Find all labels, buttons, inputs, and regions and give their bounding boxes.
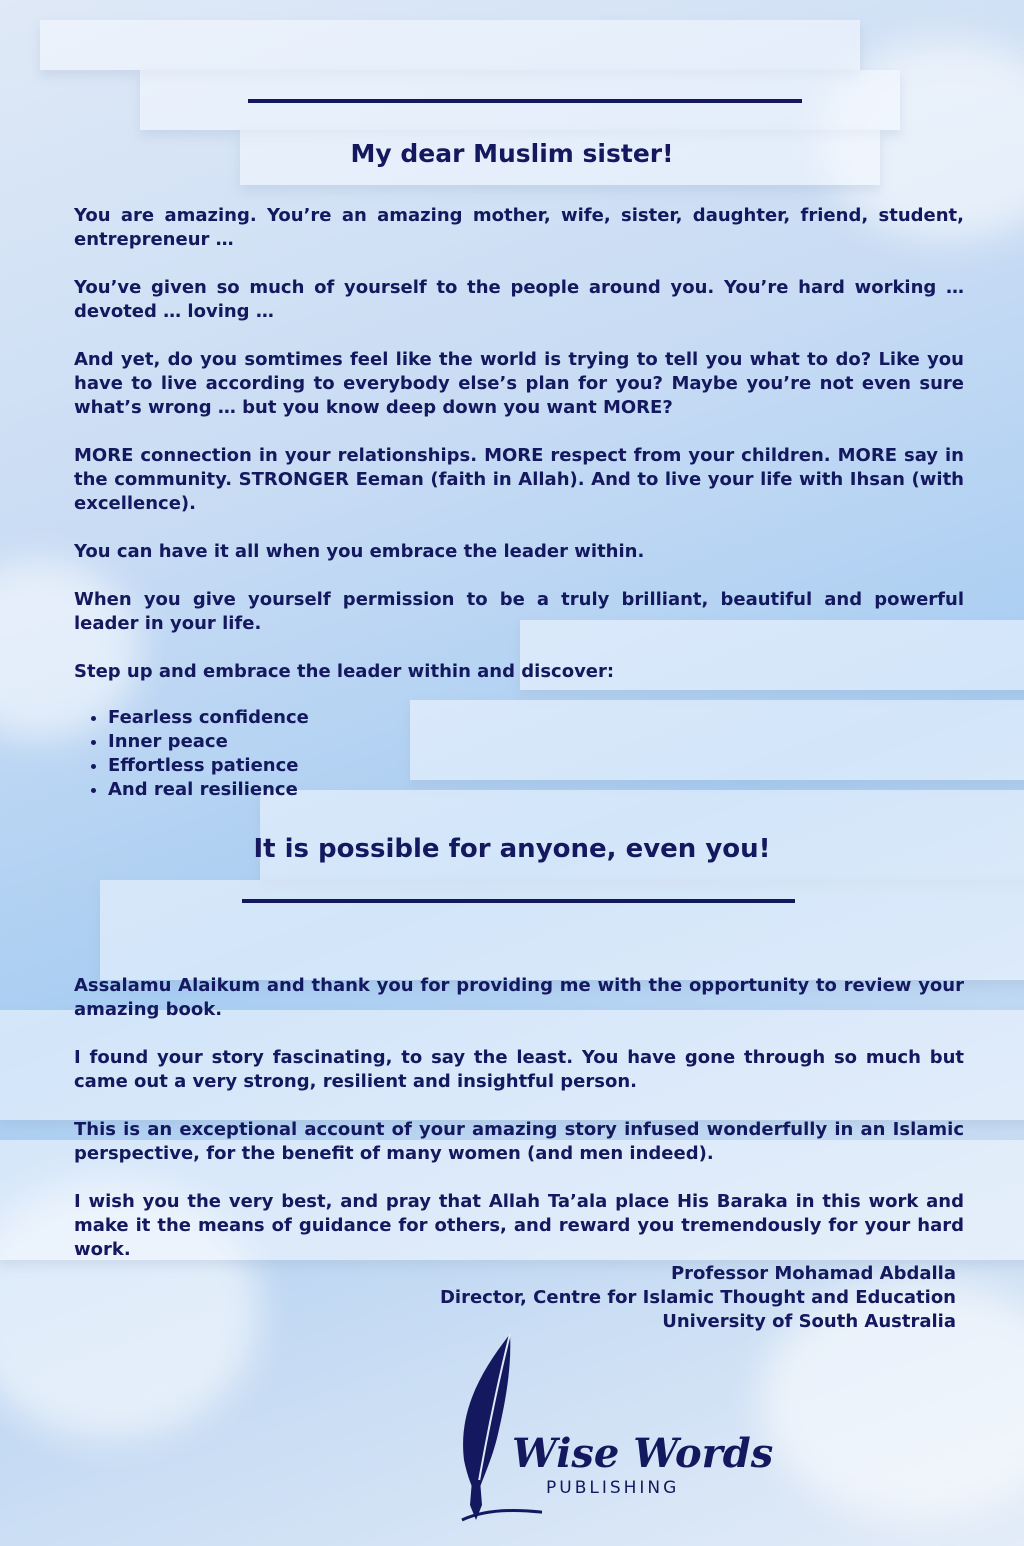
- stair-step: [410, 700, 1024, 780]
- closing-statement: It is possible for anyone, even you!: [253, 834, 771, 864]
- list-item: • Fearless confidence: [108, 706, 309, 730]
- reviewer-role: Director, Centre for Islamic Thought and Education: [439, 1287, 956, 1308]
- letter-paragraph: You’ve given so much of yourself to the people around you. You’re hard working … devoted … loving …: [74, 277, 964, 322]
- signature-block: [440, 1262, 956, 1334]
- stair-step: [100, 880, 1024, 980]
- list-item: • And real resilience: [108, 778, 309, 802]
- publisher-logo: [452, 1330, 774, 1530]
- review-paragraph: I wish you the very best, and pray that Allah Ta’ala place His Baraka in this work and make it the means of guidance for others, and reward you tremendously for your hard work.: [74, 1191, 964, 1260]
- review-paragraph: I found your story fascinating, to say the least. You have gone through so much but came out a very strong, resilient and insightful person.: [74, 1047, 964, 1092]
- stair-step: [40, 20, 860, 70]
- bottom-divider: [242, 899, 795, 903]
- letter-paragraph: And yet, do you somtimes feel like the world is trying to tell you what to do? Like you have to live according to everybody else’s plan for you? Maybe you’re not even sure what’s wrong … but you know deep down you want MORE?: [74, 349, 964, 418]
- logo-subtitle: PUBLISHING: [546, 1478, 680, 1498]
- letter-paragraph: When you give yourself permission to be a truly brilliant, beautiful and powerful leader in your life.: [74, 589, 964, 634]
- top-divider: [248, 99, 802, 103]
- review-paragraph: This is an exceptional account of your amazing story infused wonderfully in an Islamic perspective, for the benefit of many women (and men indeed).: [74, 1119, 964, 1164]
- reviewer-institution: University of South Australia: [662, 1311, 956, 1332]
- logo-title: Wise Words: [512, 1430, 774, 1477]
- letter-title: My dear Muslim sister!: [350, 139, 674, 168]
- list-item: • Effortless patience: [108, 754, 309, 778]
- letter-paragraph: MORE connection in your relationships. MORE respect from your children. MORE say in the community. STRONGER Eeman (faith in Allah). And to live your life with Ihsan (with excellence).: [74, 445, 964, 514]
- letter-paragraph: You can have it all when you embrace the leader within.: [74, 541, 645, 562]
- benefits-list: [74, 706, 309, 802]
- letter-paragraph: Step up and embrace the leader within and discover:: [74, 661, 615, 682]
- list-item: • Inner peace: [108, 730, 309, 754]
- letter-paragraph: You are amazing. You’re an amazing mother, wife, sister, daughter, friend, student, entrepreneur …: [74, 205, 964, 250]
- reviewer-name: Professor Mohamad Abdalla: [670, 1263, 956, 1284]
- review-paragraph: Assalamu Alaikum and thank you for providing me with the opportunity to review your amazing book.: [74, 975, 964, 1020]
